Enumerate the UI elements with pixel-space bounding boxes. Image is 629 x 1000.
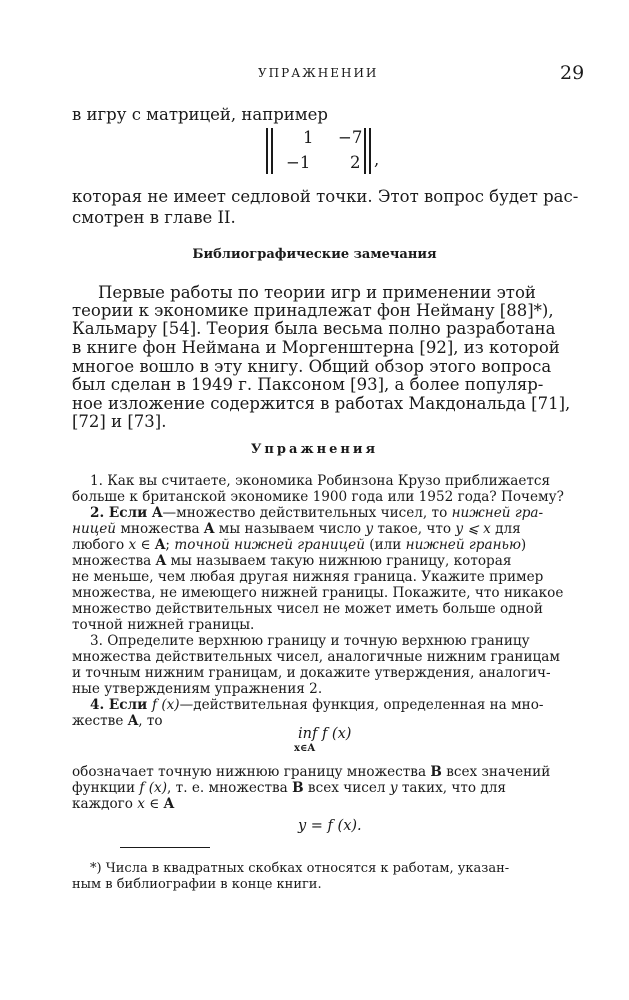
formula-inf: inf f (x) bbox=[298, 726, 352, 742]
formula-y-equals-f: y = f (x). bbox=[298, 818, 362, 834]
bibliography-line: ное изложение содержится в работах Макдональда [71], bbox=[72, 394, 571, 413]
matrix-left-bar-outer bbox=[266, 128, 268, 174]
bibliography-line: в книге фон Неймана и Моргенштерна [92], из которой bbox=[72, 338, 560, 357]
exercise-2-line: множества, не имеющего нижней границы. Покажите, что никакое bbox=[72, 585, 564, 601]
exercise-4-line: обозначает точную нижнюю границу множества B всех значений bbox=[72, 764, 551, 780]
matrix-cell-22: 2 bbox=[350, 153, 361, 172]
formula-inf-subscript: x∈A bbox=[294, 743, 316, 754]
footnote-line: *) Числа в квадратных скобках относятся к работам, указан- bbox=[90, 861, 510, 876]
matrix-right-bar-outer bbox=[369, 128, 371, 174]
footnote-line: ным в библиографии в конце книги. bbox=[72, 877, 322, 892]
exercise-4-line: 4. Если f (x)—действительная функция, определенная на мно- bbox=[90, 697, 544, 713]
exercise-2-line: ницей множества A мы называем число y такое, что y ⩽ x для bbox=[72, 521, 521, 537]
payoff-matrix bbox=[266, 128, 380, 174]
section-heading-bibliography: Библиографические замечания bbox=[192, 247, 437, 262]
matrix-cell-12: −7 bbox=[338, 128, 363, 147]
matrix-cell-21: −1 bbox=[286, 153, 311, 172]
exercise-4-line: жестве A, то bbox=[72, 713, 163, 729]
bibliography-line: теории к экономике принадлежат фон Нейману [88]*), bbox=[72, 301, 554, 320]
exercise-1-line: 1. Как вы считаете, экономика Робинзона Крузо приближается bbox=[90, 473, 551, 489]
exercise-3-line: и точным нижним границам, и докажите утверждения, аналогич- bbox=[72, 665, 551, 681]
exercise-2-line: не меньше, чем любая другая нижняя граница. Укажите пример bbox=[72, 569, 544, 585]
footnote-rule bbox=[120, 847, 210, 848]
exercise-2-line: множество действительных чисел не может иметь больше одной bbox=[72, 601, 543, 617]
bibliography-line: [72] и [73]. bbox=[72, 412, 167, 431]
exercise-3-line: 3. Определите верхнюю границу и точную верхнюю границу bbox=[90, 633, 530, 649]
running-title: УПРАЖНЕНИИ bbox=[258, 66, 379, 80]
page-number: 29 bbox=[560, 62, 585, 84]
intro-line: которая не имеет седловой точки. Этот вопрос будет рас- bbox=[72, 187, 579, 206]
exercise-2-line: множества A мы называем такую нижнюю границу, которая bbox=[72, 553, 512, 569]
bibliography-line: Первые работы по теории игр и применении этой bbox=[98, 283, 536, 302]
intro-line: в игру с матрицей, например bbox=[72, 105, 328, 124]
bibliography-line: многое вошло в эту книгу. Общий обзор этого вопроса bbox=[72, 357, 552, 376]
exercise-2-line: 2. Если A—множество действительных чисел, то нижней гра- bbox=[90, 505, 544, 521]
exercise-3-line: ные утверждениям упражнения 2. bbox=[72, 681, 323, 697]
exercise-2-line: точной нижней границы. bbox=[72, 617, 255, 633]
exercise-3-line: множества действительных чисел, аналогичные нижним границам bbox=[72, 649, 560, 665]
bibliography-line: Кальмару [54]. Теория была весьма полно разработана bbox=[72, 319, 556, 338]
exercise-4-line: функции f (x), т. е. множества B всех чисел y таких, что для bbox=[72, 780, 506, 796]
matrix-right-bar-inner bbox=[364, 128, 366, 174]
exercise-1-line: больше к британской экономике 1900 года или 1952 года? Почему? bbox=[72, 489, 564, 505]
matrix-left-bar-inner bbox=[271, 128, 273, 174]
exercise-4-line: каждого x ∈ A bbox=[72, 796, 175, 812]
exercise-2-line: любого x ∈ A; точной нижней границей (или нижней гранью) bbox=[72, 537, 527, 553]
matrix-cell-11: 1 bbox=[303, 128, 314, 147]
bibliography-line: был сделан в 1949 г. Паксоном [93], а более популяр- bbox=[72, 375, 544, 394]
intro-line: смотрен в главе II. bbox=[72, 208, 236, 227]
section-heading-exercises: Упражнения bbox=[250, 442, 379, 457]
matrix-comma: , bbox=[374, 150, 380, 169]
